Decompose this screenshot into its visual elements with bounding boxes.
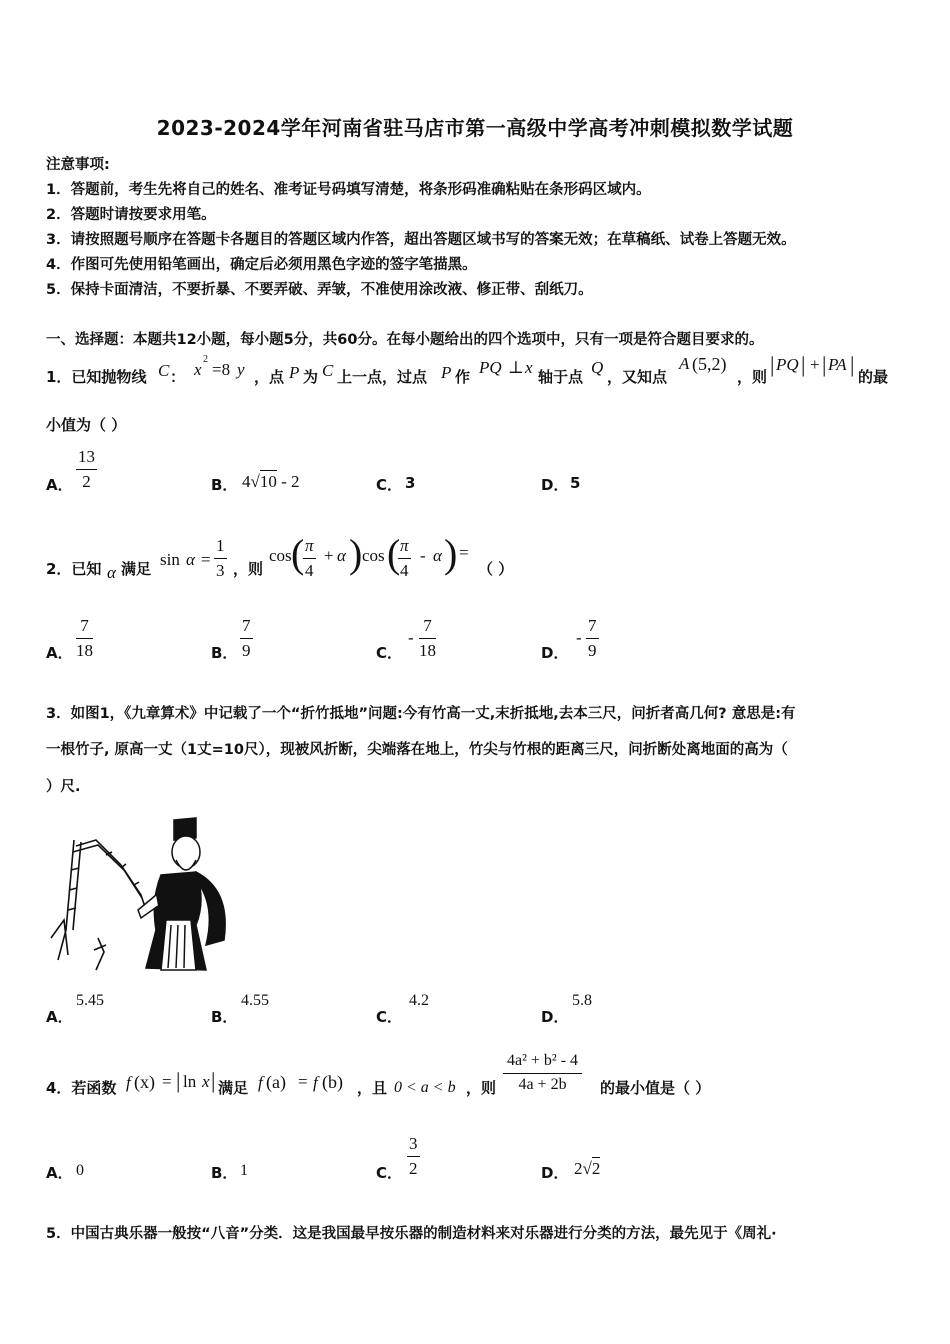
q3-option-C-value: 4.2 (409, 992, 429, 1009)
q1-option-B-post: - 2 (281, 472, 300, 491)
q3-text-line2: 一根竹子, 原高一丈（1丈=10尺），现被风折断，尖端落在地上，竹尖与竹根的距离三尺，问折断处离地面的高为（ (46, 742, 788, 758)
notice-item-2: 2．答题时请按要求用笔。 (46, 207, 216, 223)
q4-text-3: ，且 (357, 1079, 388, 1097)
q2-blank: （ ） (478, 560, 514, 578)
q1-eq-sup: 2 (203, 354, 208, 365)
q2-option-C-fraction (419, 616, 436, 661)
q2-text-3: ，则 (233, 560, 264, 578)
q1-option-A-den: 2 (82, 472, 91, 491)
q1-text-7: ，又知点 (607, 368, 668, 386)
q4-abs-bar-1: | (176, 1068, 181, 1093)
q1-option-B-pre: 4 (242, 472, 251, 491)
sqrt-icon: √ (582, 1159, 592, 1178)
q2-option-D-label: D． (541, 644, 569, 662)
q3-option-C-label: C． (376, 1008, 403, 1026)
q2-option-B-label: B． (211, 644, 238, 662)
q1-text-4: 上一点，过点 (337, 368, 428, 386)
q1-eq-rest: =8 (212, 360, 231, 379)
q1-P2: P (441, 363, 452, 382)
q1-abs-bar-4: | (850, 352, 855, 377)
q4-option-C-num: 3 (407, 1134, 420, 1157)
q4-text-1: 4．若函数 (46, 1079, 117, 1097)
q4-a: (a) (266, 1072, 286, 1092)
q2-option-C-sign: - (408, 628, 414, 647)
q4-fraction (503, 1052, 582, 1094)
q2-option-D-fraction (586, 616, 599, 661)
notice-heading: 注意事项: (46, 157, 110, 173)
q2-option-C-label: C． (376, 644, 403, 662)
q2-paren-open-2: ( (387, 531, 401, 576)
q4-ln: ln (183, 1072, 197, 1091)
q1-option-A-label: A． (46, 476, 73, 494)
q2-paren-open-1: ( (291, 531, 305, 576)
q2-four-1: 4 (305, 561, 314, 580)
q4-option-C-label: C． (376, 1164, 403, 1182)
q3-text-line1: 3．如图1，《九章算术》中记载了一个“折竹抵地”问题:今有竹高一丈,末折抵地,去本三尺，问折者高几何? 意思是:有 (46, 706, 796, 722)
q4-option-B-label: B． (211, 1164, 238, 1182)
q1-option-B-value (242, 472, 300, 492)
q1-C: C (158, 361, 170, 380)
q1-abs-bar-1: | (770, 352, 775, 377)
q1-text-2: ，点 (254, 368, 285, 386)
q4-option-B-value: 1 (240, 1162, 248, 1179)
section-heading: 一、选择题：本题共12小题，每小题5分，共60分。在每小题给出的四个选项中，只有一项是符合题目要求的。 (46, 332, 764, 348)
q4-inequality: 0 < a < b (394, 1079, 456, 1096)
q3-option-D-value: 5.8 (572, 992, 592, 1009)
q2-option-B-fraction (240, 616, 253, 661)
q1-x: x (525, 358, 533, 377)
q2-option-B-den: 9 (242, 641, 251, 660)
q2-pi-1: π (303, 536, 316, 559)
notice-item-1: 1．答题前，考生先将自己的姓名、准考证号码填写清楚，将条形码准确粘贴在条形码区域内。 (46, 182, 651, 198)
q2-frac-num: 1 (214, 536, 227, 559)
q2-option-C-num: 7 (419, 616, 436, 639)
q1-option-C-label: C． (376, 476, 403, 494)
q4-option-D-radicand: 2 (591, 1159, 601, 1178)
q4-x: (x) (134, 1072, 155, 1092)
q1-abs-bar-3: | (822, 352, 827, 377)
q2-four-2: 4 (400, 561, 409, 580)
q4-x-abs: x (202, 1072, 210, 1091)
q2-option-A-fraction (76, 616, 93, 661)
q2-minus: - (420, 546, 426, 565)
q4-frac-num: 4a² + b² - 4 (503, 1052, 582, 1074)
q4-frac-den: 4a + 2b (518, 1076, 567, 1093)
q2-option-D-den: 9 (588, 641, 597, 660)
q4-abs-bar-2: | (211, 1068, 216, 1093)
q3-option-A-value: 5.45 (76, 992, 104, 1009)
q1-option-D-label: D． (541, 476, 569, 494)
q1-Q: Q (591, 358, 604, 377)
q5-text-line1: 5．中国古典乐器一般按“八音”分类．这是我国最早按乐器的制造材料来对乐器进行分类的方法，最先见于《周礼· (46, 1226, 777, 1242)
q1-option-A-num: 13 (76, 447, 97, 470)
q2-option-A-num: 7 (76, 616, 93, 639)
q2-plus: + (324, 546, 334, 565)
q1-abs-PQ: PQ (776, 355, 799, 374)
q2-paren-close-2: ) (444, 531, 458, 576)
q2-sin: sin (160, 550, 180, 569)
q2-alpha-2: α (186, 550, 195, 569)
q1-colon: ： (170, 368, 186, 386)
q1-P: P (289, 363, 300, 382)
q1-option-B-radicand: 10 (259, 472, 277, 491)
q2-option-D-num: 7 (586, 616, 599, 639)
q1-option-A-fraction (76, 447, 97, 492)
q4-option-C-den: 2 (409, 1159, 418, 1178)
q1-PQ: PQ (479, 358, 502, 377)
q2-option-C-den: 18 (419, 641, 436, 660)
page-title: 2023-2024学年河南省驻马店市第一高级中学高考冲刺模拟数学试题 (156, 116, 794, 140)
q1-option-B-label: B． (211, 476, 238, 494)
q2-cos-2: cos (362, 546, 385, 565)
q2-pi4-fraction-2 (398, 536, 411, 581)
q1-eq-y: y (237, 360, 245, 379)
q3-option-A-label: A． (46, 1008, 73, 1026)
q4-fb: f (313, 1073, 318, 1092)
q4-option-D-value (574, 1159, 600, 1179)
q4-f: f (126, 1073, 131, 1092)
q4-b: (b) (322, 1072, 343, 1092)
notice-item-3: 3．请按照题号顺序在答题卡各题目的答题区域内作答，超出答题区域书写的答案无效；在草稿纸、试卷上答题无效。 (46, 232, 796, 248)
q2-pi4-fraction-1 (303, 536, 316, 581)
q2-alpha: α (107, 563, 116, 582)
q1-text-1: 1．已知抛物线 (46, 368, 147, 386)
notice-item-4: 4．作图可先使用铅笔画出，确定后必须用黑色字迹的签字笔描黑。 (46, 257, 477, 273)
q1-abs-PA: PA (828, 355, 847, 374)
q2-option-A-den: 18 (76, 641, 93, 660)
q2-alpha-3: α (337, 546, 346, 565)
q1-abs-bar-2: | (801, 352, 806, 377)
q4-text-5: 的最小值是（ ） (600, 1079, 711, 1097)
q1-text-6: 轴于点 (538, 368, 584, 386)
q1-option-D-value: 5 (570, 474, 581, 492)
q4-option-D-pre: 2 (574, 1159, 583, 1178)
q1-text-3: 为 (303, 368, 319, 386)
q3-option-B-label: B． (211, 1008, 238, 1026)
q4-option-A-value: 0 (76, 1162, 84, 1179)
q2-cos-1: cos (269, 546, 292, 565)
q4-eq-2: = (298, 1072, 308, 1091)
q2-frac-den: 3 (216, 561, 225, 580)
q1-text-9: 的最 (858, 368, 889, 386)
q1-text-line2: 小值为（ ） (46, 416, 127, 434)
q1-perp: ⊥ (508, 358, 524, 377)
q1-A: A (679, 354, 690, 373)
q1-plus: + (810, 355, 820, 374)
q1-C2: C (322, 361, 334, 380)
q1-A-coord: (5,2) (692, 354, 727, 374)
q2-text-1: 2．已知 (46, 560, 102, 578)
q2-paren-close-1: ) (349, 531, 363, 576)
q2-eq: = (201, 550, 211, 569)
q2-option-D-sign: - (576, 628, 582, 647)
q2-fraction (214, 536, 227, 581)
q3-text-line3: ）尺. (46, 779, 81, 795)
q2-pi-2: π (398, 536, 411, 559)
q2-option-A-label: A． (46, 644, 73, 662)
q2-text-2: 满足 (121, 560, 152, 578)
q4-fa: f (258, 1073, 263, 1092)
sqrt-icon: √ (250, 472, 260, 491)
notice-item-5: 5．保持卡面清洁，不要折暴、不要弄破、弄皱，不准使用涂改液、修正带、刮纸刀。 (46, 282, 593, 298)
q4-option-A-label: A． (46, 1164, 73, 1182)
q2-alpha-4: α (433, 546, 442, 565)
q4-option-D-label: D． (541, 1164, 569, 1182)
q3-option-D-label: D． (541, 1008, 569, 1026)
q3-option-B-value: 4.55 (241, 992, 269, 1009)
bamboo-scholar-illustration (46, 810, 236, 978)
q1-option-C-value: 3 (405, 474, 416, 492)
q2-eq-2: = (459, 543, 469, 562)
q4-option-C-fraction (407, 1134, 420, 1179)
q1-text-5: 作 (455, 368, 471, 386)
q1-eq-x: x (194, 360, 202, 379)
q4-text-4: ，则 (466, 1079, 497, 1097)
q4-text-2: 满足 (218, 1079, 249, 1097)
q4-eq-1: = (162, 1072, 172, 1091)
q2-option-B-num: 7 (240, 616, 253, 639)
q1-text-8: ，则 (737, 368, 768, 386)
